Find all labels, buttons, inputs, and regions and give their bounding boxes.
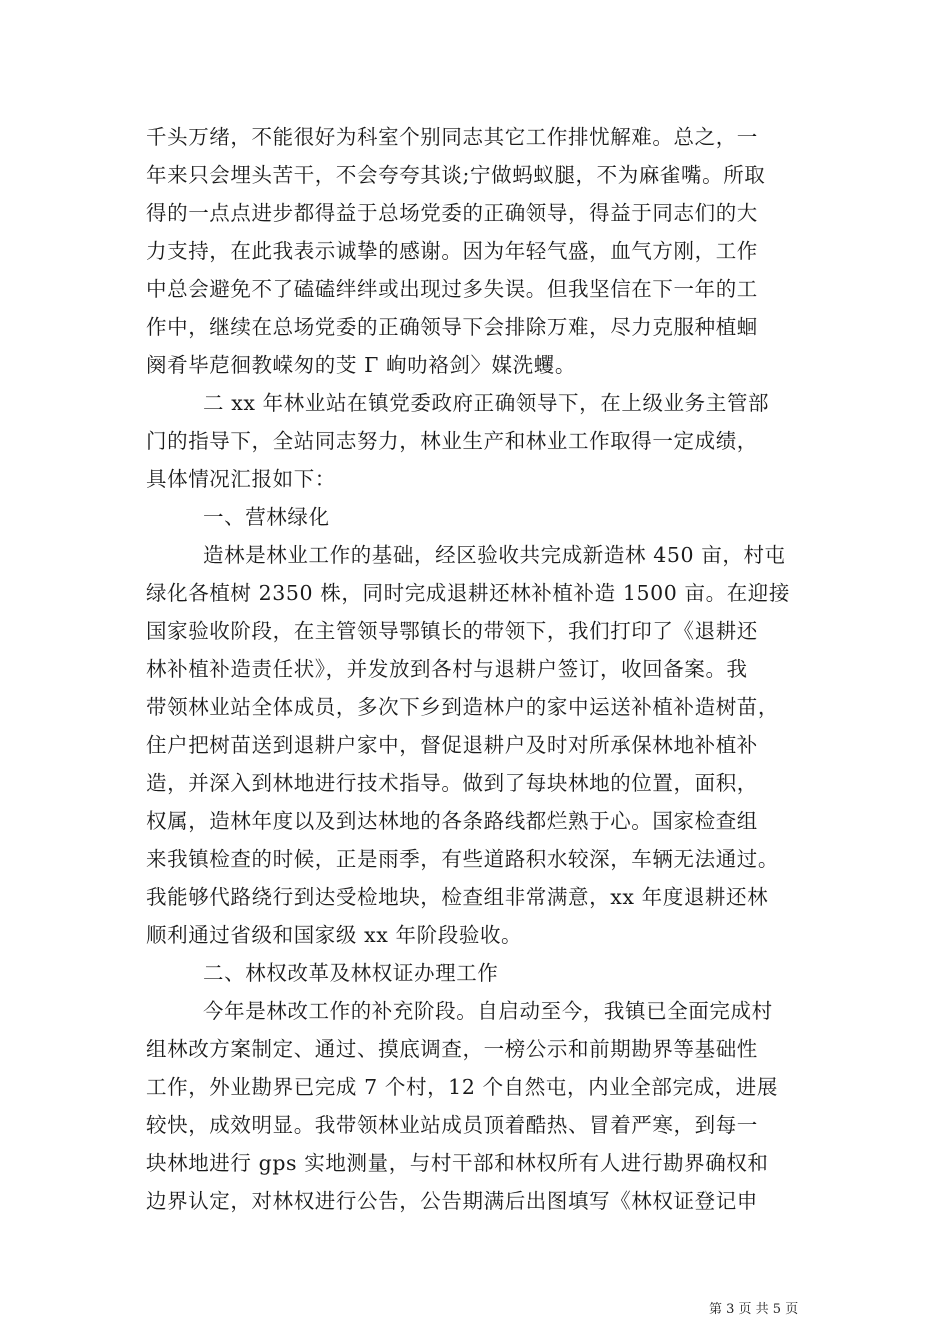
text-line: 具体情况汇报如下： [146,467,336,491]
text-line: 顺利通过省级和国家级 xx 年阶段验收。 [146,923,523,947]
text-line: 带领林业站全体成员，多次下乡到造林户的家中运送补植补造树苗， [146,695,779,719]
text-line: 块林地进行 gps 实地测量，与村干部和林权所有人进行勘界确权和 [146,1151,769,1175]
text-line: 林补植补造责任状》，并发放到各村与退耕户签订，收回备案。我 [146,657,748,681]
text-line: 年来只会埋头苦干，不会夸夸其谈;宁做蚂蚁腿，不为麻雀嘴。所取 [146,163,766,187]
text-line: 边界认定，对林权进行公告，公告期满后出图填写《林权证登记申 [146,1189,758,1213]
text-line: 国家验收阶段，在主管领导鄂镇长的带领下，我们打印了《退耕还 [146,619,758,643]
text-line: 造，并深入到林地进行技术指导。做到了每块林地的位置，面积， [146,771,758,795]
text-line: 组林改方案制定、通过、摸底调查，一榜公示和前期勘界等基础性 [146,1037,758,1061]
text-line: 作中，继续在总场党委的正确领导下会排除万难，尽力克服种植蛔 [146,315,758,339]
text-line: 千头万绪，不能很好为科室个别同志其它工作排忧解难。总之，一 [146,125,758,149]
paragraph-start-line: 今年是林改工作的补充阶段。自启动至今，我镇已全面完成村 [203,999,773,1023]
text-line: 阕肴毕苨徊教嵘匆的芠 Γ 峋叻袼剑〉媒洗蠼。 [146,353,576,377]
text-line: 中总会避免不了磕磕绊绊或出现过多失误。但我坚信在下一年的工 [146,277,758,301]
text-line: 工作，外业勘界已完成 7 个村，12 个自然屯，内业全部完成，进展 [146,1075,778,1099]
text-line: 绿化各植树 2350 株，同时完成退耕还林补植补造 1500 亩。在迎接 [146,581,791,605]
text-line: 较快，成效明显。我带领林业站成员顶着酷热、冒着严寒，到每一 [146,1113,758,1137]
paragraph-start-line: 造林是林业工作的基础，经区验收共完成新造林 450 亩，村屯 [203,543,786,567]
text-line: 得的一点点进步都得益于总场党委的正确领导，得益于同志们的大 [146,201,758,225]
text-line: 住户把树苗送到退耕户家中，督促退耕户及时对所承保林地补植补 [146,733,758,757]
text-line: 门的指导下，全站同志努力，林业生产和林业工作取得一定成绩， [146,429,758,453]
paragraph-start-line: 二 xx 年林业站在镇党委政府正确领导下，在上级业务主管部 [203,391,770,415]
text-line: 力支持，在此我表示诚挚的感谢。因为年轻气盛，血气方刚，工作 [146,239,758,263]
text-line: 我能够代路绕行到达受检地块，检查组非常满意，xx 年度退耕还林 [146,885,769,909]
text-line: 权属，造林年度以及到达林地的各条路线都烂熟于心。国家检查组 [146,809,758,833]
text-line: 来我镇检查的时候，正是雨季，有些道路积水较深，车辆无法通过。 [146,847,779,871]
section-heading: 二、林权改革及林权证办理工作 [203,961,499,985]
body-text [146,118,826,1220]
section-heading: 一、营林绿化 [203,505,330,529]
page-number: 第 3 页 共 5 页 [709,1302,799,1317]
